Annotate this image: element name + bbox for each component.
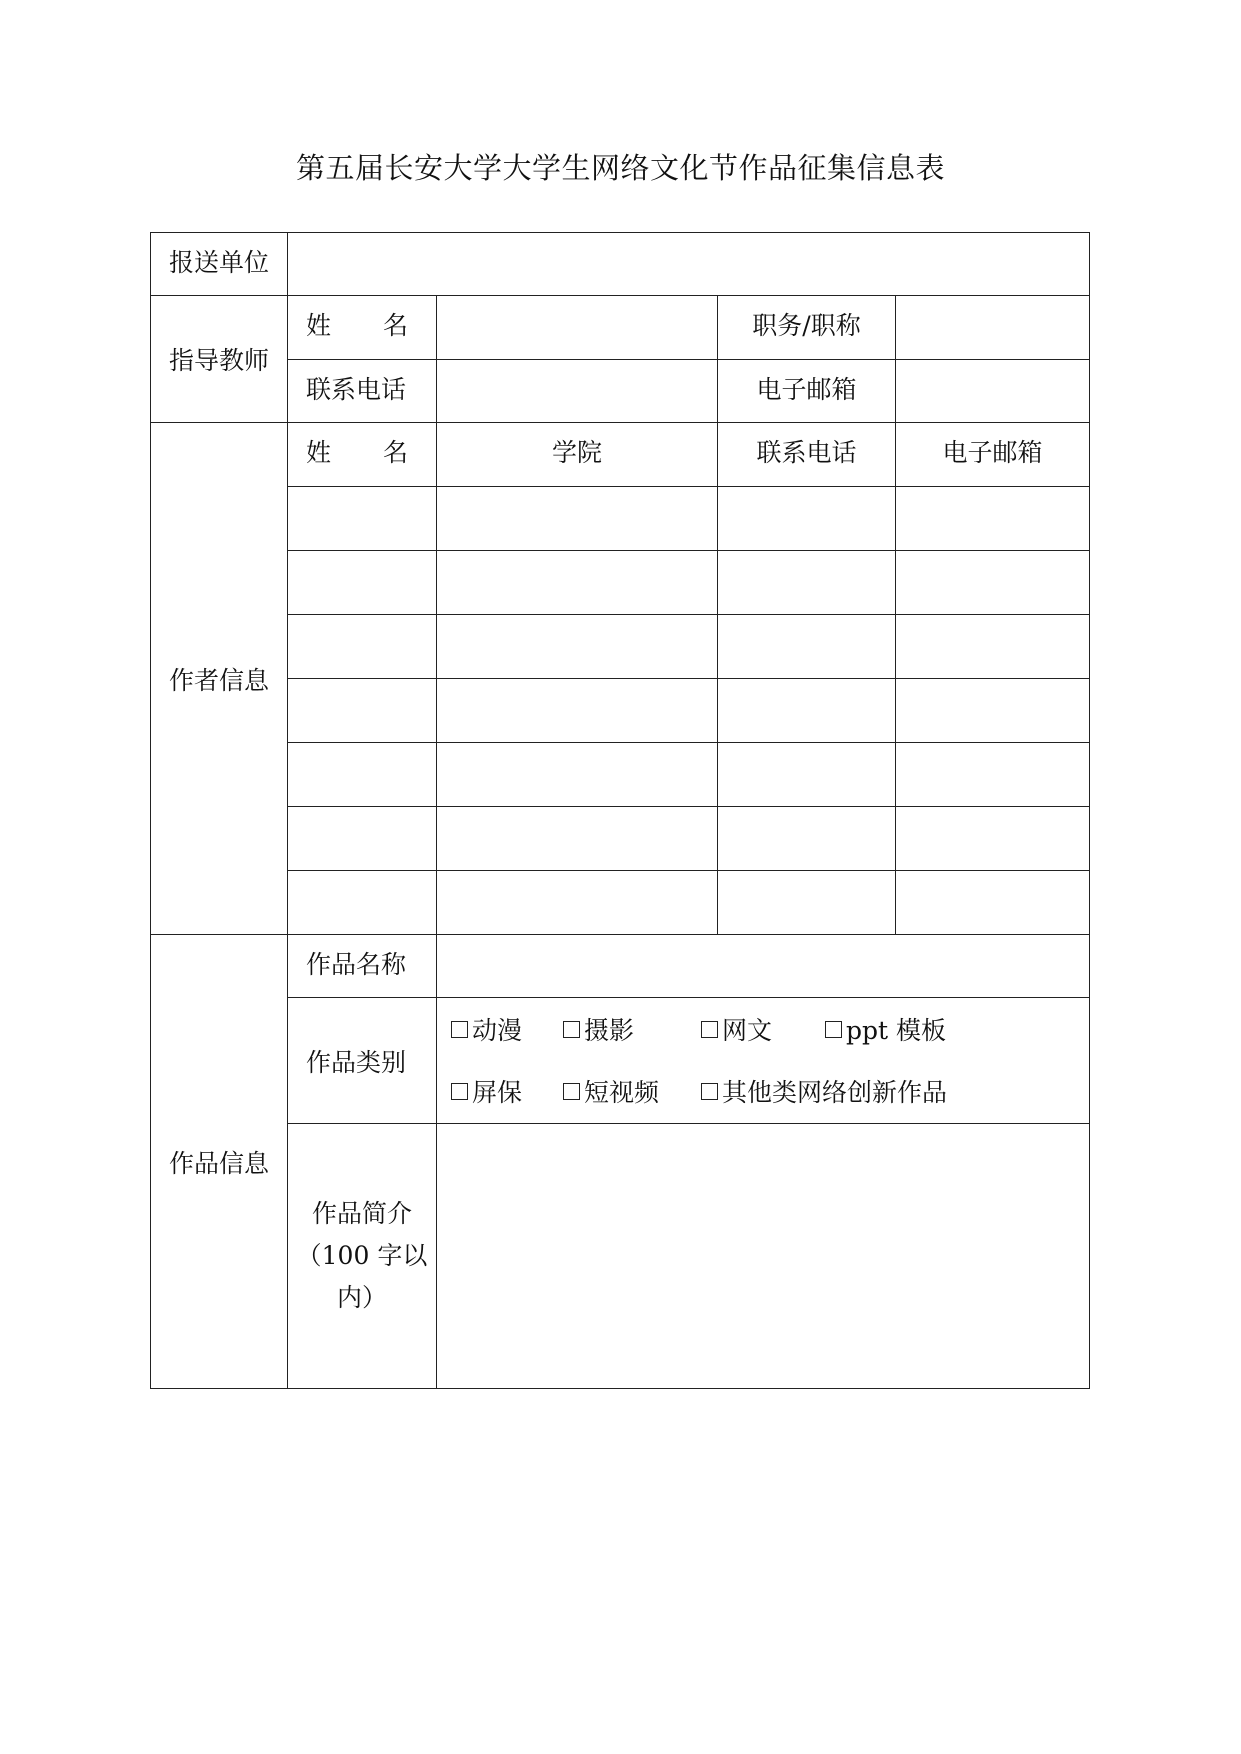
- work-intro-line-2: （100 字以: [296, 1241, 428, 1270]
- category-label: 屏保: [472, 1078, 523, 1107]
- author-email-header: 电子邮箱: [896, 423, 1090, 487]
- category-option-screensaver[interactable]: [451, 1073, 563, 1109]
- category-option-anime[interactable]: [451, 1011, 563, 1047]
- work-info-label: 作品信息: [151, 935, 288, 1389]
- author-name-header: [288, 423, 437, 487]
- work-intro-field[interactable]: [437, 1124, 1090, 1389]
- name-char-2: 名: [383, 311, 409, 340]
- checkbox-icon[interactable]: [563, 1021, 580, 1038]
- author-phone-cell[interactable]: [718, 615, 896, 679]
- checkbox-icon[interactable]: [451, 1083, 468, 1100]
- advisor-email-field[interactable]: [896, 360, 1090, 423]
- author-row: [151, 679, 1090, 743]
- author-name-cell[interactable]: [288, 487, 437, 551]
- advisor-name-field[interactable]: [437, 296, 718, 360]
- author-name-cell[interactable]: [288, 615, 437, 679]
- work-intro-label: [288, 1124, 437, 1389]
- work-category-label: 作品类别: [288, 998, 437, 1124]
- advisor-phone-input[interactable]: [437, 381, 717, 406]
- author-name-cell[interactable]: [288, 743, 437, 807]
- submit-unit-field[interactable]: [288, 233, 1090, 296]
- category-label: 其他类网络创新作品: [722, 1078, 948, 1107]
- author-phone-cell[interactable]: [718, 551, 896, 615]
- author-email-cell[interactable]: [896, 487, 1090, 551]
- category-option-short-video[interactable]: [563, 1073, 701, 1109]
- category-label: ppt 模板: [846, 1016, 947, 1045]
- author-email-cell[interactable]: [896, 679, 1090, 743]
- college-header: 学院: [437, 423, 718, 487]
- category-label: 短视频: [584, 1078, 660, 1107]
- position-title-input[interactable]: [896, 317, 1089, 342]
- checkbox-icon[interactable]: [701, 1021, 718, 1038]
- category-row-1: [437, 998, 1089, 1060]
- author-name-cell[interactable]: [288, 679, 437, 743]
- category-option-web-literature[interactable]: [701, 1011, 825, 1047]
- checkbox-icon[interactable]: [701, 1083, 718, 1100]
- category-label: 动漫: [472, 1016, 523, 1045]
- author-row: [151, 743, 1090, 807]
- work-name-label: 作品名称: [288, 935, 437, 998]
- work-intro-line-3: 内）: [336, 1283, 387, 1312]
- info-form-table: [150, 232, 1090, 1389]
- author-college-cell[interactable]: [437, 679, 718, 743]
- advisor-label: 指导教师: [151, 296, 288, 423]
- checkbox-icon[interactable]: [451, 1021, 468, 1038]
- author-college-cell[interactable]: [437, 807, 718, 871]
- category-label: 摄影: [584, 1016, 635, 1045]
- advisor-email-input[interactable]: [896, 381, 1089, 406]
- work-intro-line-1: 作品简介: [311, 1199, 412, 1228]
- submit-unit-label: 报送单位: [151, 233, 288, 296]
- author-college-cell[interactable]: [437, 871, 718, 935]
- checkbox-icon[interactable]: [563, 1083, 580, 1100]
- work-name-input[interactable]: [437, 956, 1089, 981]
- author-row: [151, 871, 1090, 935]
- author-email-cell[interactable]: [896, 551, 1090, 615]
- name-char-1: 姓: [306, 438, 332, 467]
- author-row: [151, 615, 1090, 679]
- author-email-cell[interactable]: [896, 871, 1090, 935]
- category-label: 网文: [722, 1016, 773, 1045]
- category-option-photography[interactable]: [563, 1011, 701, 1047]
- author-name-cell[interactable]: [288, 807, 437, 871]
- category-option-ppt-template[interactable]: [825, 1011, 946, 1047]
- position-title-field[interactable]: [896, 296, 1090, 360]
- advisor-name-input[interactable]: [437, 317, 717, 342]
- work-name-field[interactable]: [437, 935, 1090, 998]
- author-row: [151, 807, 1090, 871]
- author-phone-cell[interactable]: [718, 871, 896, 935]
- position-title-label: 职务/职称: [718, 296, 896, 360]
- author-row: [151, 487, 1090, 551]
- author-college-cell[interactable]: [437, 551, 718, 615]
- work-category-options: [437, 998, 1090, 1124]
- submit-unit-input[interactable]: [288, 254, 1089, 279]
- advisor-phone-field[interactable]: [437, 360, 718, 423]
- advisor-name-label: [288, 296, 437, 360]
- author-row: [151, 551, 1090, 615]
- author-phone-cell[interactable]: [718, 679, 896, 743]
- category-row-2: [437, 1060, 1089, 1122]
- author-phone-cell[interactable]: [718, 743, 896, 807]
- author-name-cell[interactable]: [288, 551, 437, 615]
- advisor-phone-label: 联系电话: [288, 360, 437, 423]
- page-title: 第五届长安大学大学生网络文化节作品征集信息表: [295, 151, 945, 185]
- advisor-email-label: 电子邮箱: [718, 360, 896, 423]
- author-email-cell[interactable]: [896, 615, 1090, 679]
- author-email-cell[interactable]: [896, 743, 1090, 807]
- checkbox-icon[interactable]: [825, 1021, 842, 1038]
- author-phone-header: 联系电话: [718, 423, 896, 487]
- author-info-label: 作者信息: [151, 423, 288, 935]
- author-phone-cell[interactable]: [718, 487, 896, 551]
- name-char-1: 姓: [306, 311, 332, 340]
- author-college-cell[interactable]: [437, 487, 718, 551]
- author-college-cell[interactable]: [437, 615, 718, 679]
- author-email-cell[interactable]: [896, 807, 1090, 871]
- author-college-cell[interactable]: [437, 743, 718, 807]
- name-char-2: 名: [383, 438, 409, 467]
- author-name-cell[interactable]: [288, 871, 437, 935]
- category-option-other[interactable]: [701, 1073, 947, 1109]
- author-phone-cell[interactable]: [718, 807, 896, 871]
